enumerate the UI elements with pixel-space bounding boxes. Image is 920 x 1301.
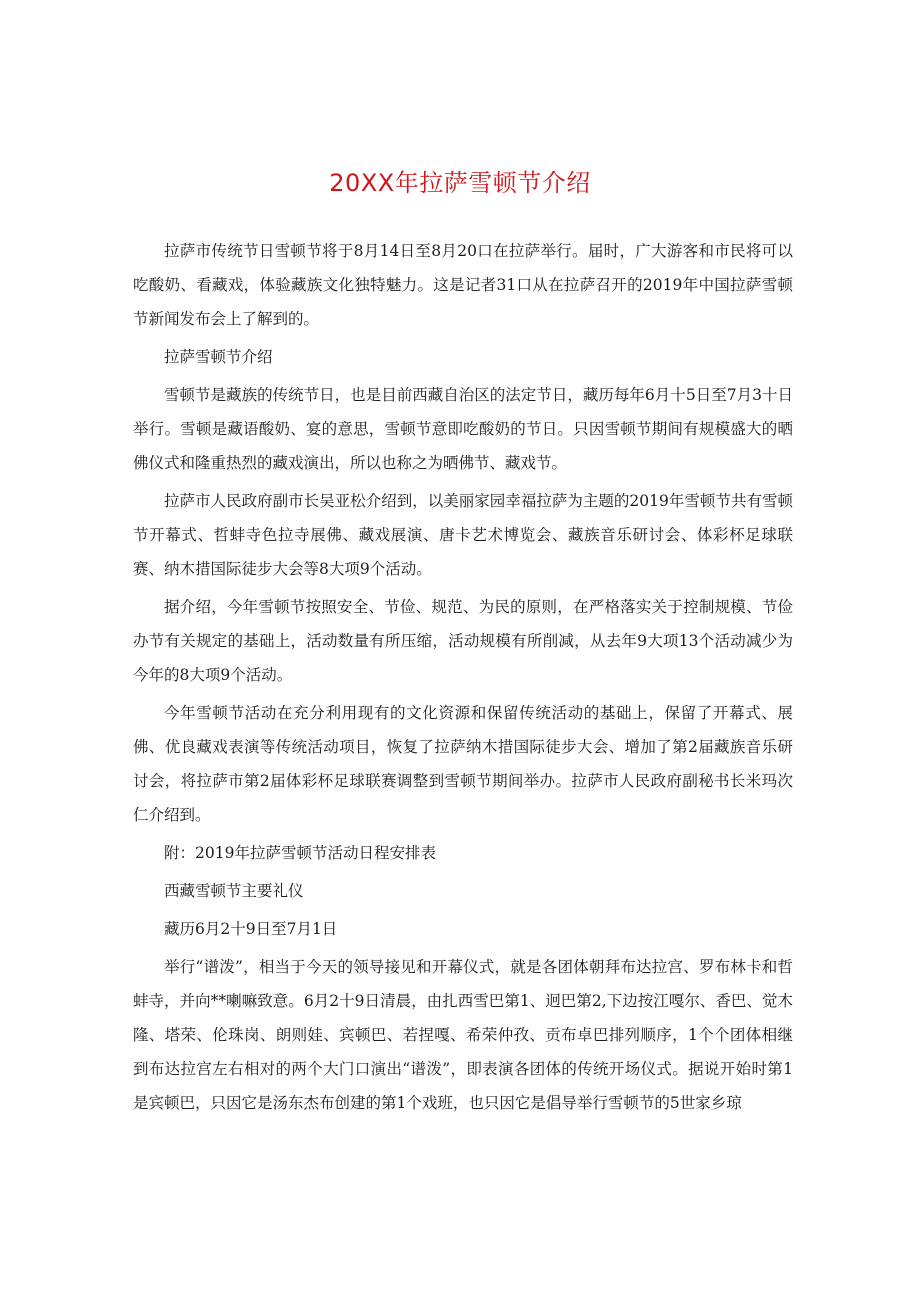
paragraph-festival-origin: 雪顿节是藏族的传统节日，也是目前西藏自治区的法定节日，藏历每年6月十5日至7月3十日举行。雪顿是藏语酸奶、宴的意思，雪顿节意即吃酸奶的节日。只因雪顿节期间有规模盛大的晒佛仪式和隆重热烈的藏戏演出，所以也称之为晒佛节、藏戏节。 <box>133 386 793 472</box>
paragraph-activities: 拉萨市人民政府副市长吴亚松介绍到，以美丽家园幸福拉萨为主题的2019年雪顿节共有雪顿节开幕式、哲蚌寺色拉寺展佛、藏戏展演、唐卡艺术博览会、藏族音乐研讨会、体彩杯足球联赛、纳木措国际徒步大会等8大项9个活动。 <box>133 492 793 578</box>
paragraph-intro: 拉萨市传统节日雪顿节将于8月14日至8月20口在拉萨举行。届时，广大游客和市民将可以吃酸奶、看藏戏，体验藏族文化独特魅力。这是记者31口从在拉萨召开的2019年中国拉萨雪顿节新闻发布会上了解到的。 <box>133 242 793 328</box>
section-heading-introduction: 拉萨雪顿节介绍 <box>164 348 273 366</box>
date-line: 藏历6月2十9日至7月1日 <box>164 920 338 938</box>
paragraph-principles: 据介绍，今年雪顿节按照安全、节俭、规范、为民的原则，在严格落实关于控制规模、节俭办节有关规定的基础上，活动数量有所压缩，活动规模有所削减，从去年9大项13个活动减少为今年的8大项9个活动。 <box>133 598 793 684</box>
paragraph-traditions: 今年雪顿节活动在充分利用现有的文化资源和保留传统活动的基础上，保留了开幕式、展佛、优良藏戏表演等传统活动项目，恢复了拉萨纳木措国际徒步大会、增加了第2届藏族音乐研讨会，将拉萨市第2届体彩杯足球联赛调整到雪顿节期间举办。拉萨市人民政府副秘书长米玛次仁介绍到。 <box>133 704 793 824</box>
paragraph-pupo-ceremony: 举行“谱泼”，相当于今天的领导接见和开幕仪式，就是各团体朝拜布达拉宫、罗布林卡和哲蚌寺，并向**喇嘛致意。6月2十9日清晨，由扎西雪巴第1、迥巴第2,下边按江嘎尔、香巴、觉木隆、塔荣、伦珠岗、朗则娃、宾顿巴、若捏嘎、希荣仲孜、贡布卓巴排列顺序，1个个团体相继到布达拉宫左右相对的两个大门口演出“谱泼”，即表演各团体的传统开场仪式。据说开始时第1是宾顿巴，只因它是汤东杰布创建的第1个戏班，也只因它是倡导举行雪顿节的5世家乡琼 <box>133 958 793 1112</box>
document-body <box>133 234 793 1124</box>
document-title: 20XX年拉萨雪顿节介绍 <box>329 169 591 197</box>
section-heading-rituals: 西藏雪顿节主要礼仪 <box>164 882 304 900</box>
appendix-line: 附：2019年拉萨雪顿节活动日程安排表 <box>164 844 436 862</box>
